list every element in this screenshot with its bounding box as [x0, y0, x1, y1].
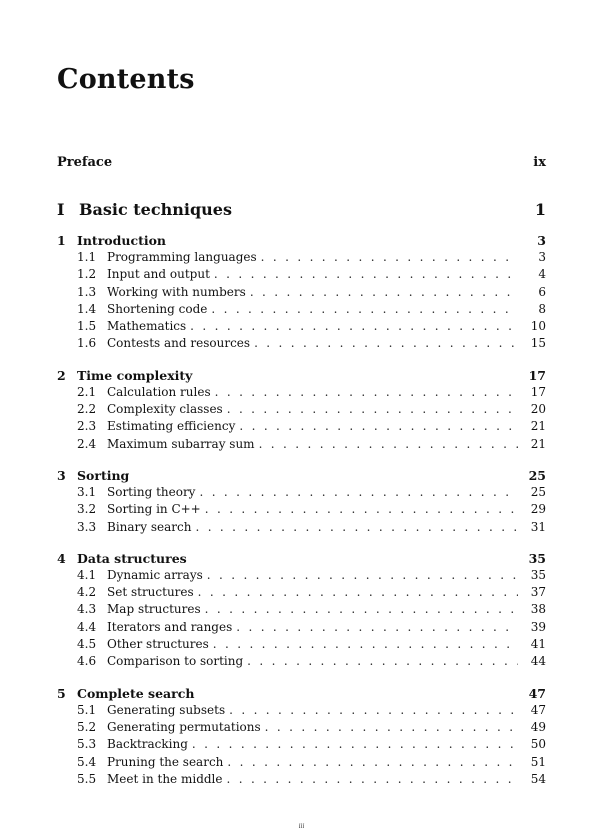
toc-section-entry[interactable] [57, 719, 546, 736]
dot-leader [190, 318, 518, 335]
section-page: 8 [538, 301, 546, 316]
dot-leader [198, 584, 518, 601]
toc-section-entry[interactable] [57, 736, 546, 753]
section-number: 1.5 [77, 319, 97, 334]
dot-leader [236, 619, 518, 636]
section-number: 3.1 [77, 484, 97, 499]
toc-section-entry[interactable] [57, 702, 546, 719]
section-number: 3.2 [77, 502, 97, 517]
section-label: Sorting in C++ [107, 502, 201, 517]
section-page: 51 [530, 754, 546, 769]
part-number: I [57, 200, 65, 219]
page-folio: iii [298, 823, 305, 830]
toc-section-entry[interactable] [57, 619, 546, 636]
section-label: Maximum subarray sum [107, 436, 255, 451]
page-title: Contents [57, 64, 195, 95]
toc-section-entry[interactable] [57, 284, 546, 301]
toc-chapter-entry[interactable] [57, 685, 546, 702]
chapter-number: 1 [57, 233, 66, 248]
chapter-number: 2 [57, 367, 66, 383]
dot-leader [192, 736, 518, 753]
section-number: 5.2 [77, 719, 97, 734]
section-number: 2.1 [77, 384, 97, 399]
toc-part-entry[interactable] [57, 200, 546, 220]
section-page: 38 [530, 602, 546, 617]
toc-section-entry[interactable] [57, 249, 546, 266]
chapter-page: 17 [528, 367, 546, 383]
chapter-label: Introduction [77, 233, 167, 248]
toc-section-entry[interactable] [57, 519, 546, 536]
section-page: 37 [530, 585, 546, 600]
section-page: 10 [530, 319, 546, 334]
toc-chapter-entry[interactable] [57, 232, 546, 249]
preface-page: ix [533, 155, 546, 170]
section-page: 3 [538, 250, 546, 264]
toc-chapter-entry[interactable] [57, 467, 546, 484]
dot-leader [199, 484, 518, 501]
section-label: Working with numbers [107, 284, 246, 299]
toc-section-entry[interactable] [57, 636, 546, 653]
section-number: 4.6 [77, 654, 97, 669]
section-number: 4.1 [77, 567, 97, 582]
section-number: 5.5 [77, 771, 97, 786]
dot-leader [214, 266, 518, 283]
section-page: 39 [530, 619, 546, 634]
section-label: Dynamic arrays [107, 567, 203, 582]
chapter-label: Sorting [77, 467, 130, 483]
dot-leader [227, 754, 518, 771]
section-page: 44 [530, 654, 546, 669]
dot-leader [265, 719, 518, 736]
section-number: 1.6 [77, 336, 97, 351]
toc-chapter [57, 550, 546, 671]
toc-section-entry[interactable] [57, 384, 546, 401]
section-page: 47 [530, 702, 546, 717]
section-label: Binary search [107, 519, 192, 534]
dot-leader [247, 653, 518, 670]
dot-leader [261, 249, 518, 266]
dot-leader [254, 335, 518, 352]
section-label: Programming languages [107, 250, 257, 264]
section-page: 4 [538, 267, 546, 282]
section-label: Iterators and ranges [107, 619, 233, 634]
section-label: Generating permutations [107, 719, 261, 734]
toc-section-entry[interactable] [57, 501, 546, 518]
section-number: 5.4 [77, 754, 97, 769]
section-page: 21 [530, 419, 546, 434]
section-number: 1.4 [77, 301, 97, 316]
dot-leader [205, 601, 518, 618]
toc-section-entry[interactable] [57, 436, 546, 453]
dot-leader [250, 284, 518, 301]
section-page: 6 [538, 284, 546, 299]
section-number: 1.3 [77, 284, 97, 299]
section-label: Comparison to sorting [107, 654, 244, 669]
section-label: Meet in the middle [107, 771, 223, 786]
section-number: 2.2 [77, 402, 97, 417]
section-number: 2.3 [77, 419, 97, 434]
toc-section-entry[interactable] [57, 653, 546, 670]
toc-chapter-list [57, 232, 546, 802]
dot-leader [205, 501, 518, 518]
chapter-page: 47 [528, 685, 546, 701]
section-number: 5.1 [77, 702, 97, 717]
section-page: 15 [530, 336, 546, 351]
chapter-page: 35 [528, 550, 546, 566]
section-label: Other structures [107, 637, 209, 652]
dot-leader [195, 519, 518, 536]
dot-leader [211, 301, 518, 318]
toc-section-entry[interactable] [57, 484, 546, 501]
preface-label: Preface [57, 155, 113, 170]
toc-chapter-entry[interactable] [57, 550, 546, 567]
toc-section-entry[interactable] [57, 301, 546, 318]
toc-chapter [57, 467, 546, 536]
section-number: 4.3 [77, 602, 97, 617]
section-number: 3.3 [77, 519, 97, 534]
part-label: Basic techniques [79, 200, 232, 219]
chapter-number: 5 [57, 685, 66, 701]
chapter-label: Data structures [77, 550, 187, 566]
toc-section-entry[interactable] [57, 771, 546, 788]
section-label: Shortening code [107, 301, 208, 316]
section-page: 54 [530, 771, 546, 786]
toc-preface-entry[interactable] [57, 155, 546, 171]
toc-section-entry[interactable] [57, 601, 546, 618]
section-label: Pruning the search [107, 754, 224, 769]
section-page: 17 [530, 384, 546, 399]
section-page: 29 [530, 502, 546, 517]
dot-leader [207, 567, 518, 584]
section-label: Input and output [107, 267, 210, 282]
part-page: 1 [534, 200, 546, 219]
toc-section-entry[interactable] [57, 418, 546, 435]
section-label: Map structures [107, 602, 201, 617]
toc-section-entry[interactable] [57, 567, 546, 584]
toc-page [57, 0, 546, 831]
dot-leader [227, 771, 519, 788]
chapter-label: Complete search [77, 685, 195, 701]
section-page: 21 [530, 436, 546, 451]
chapter-number: 4 [57, 550, 66, 566]
dot-leader [229, 702, 518, 719]
chapter-page: 3 [537, 233, 546, 248]
section-page: 35 [530, 567, 546, 582]
section-number: 5.3 [77, 737, 97, 752]
dot-leader [215, 384, 518, 401]
section-label: Set structures [107, 585, 194, 600]
section-number: 4.2 [77, 585, 97, 600]
section-page: 31 [530, 519, 546, 534]
toc-section-entry[interactable] [57, 754, 546, 771]
dot-leader [239, 418, 518, 435]
section-label: Complexity classes [107, 402, 223, 417]
section-label: Sorting theory [107, 484, 196, 499]
toc-section-entry[interactable] [57, 335, 546, 352]
section-page: 50 [530, 737, 546, 752]
dot-leader [259, 436, 518, 453]
section-number: 1.2 [77, 267, 97, 282]
section-page: 41 [530, 637, 546, 652]
section-number: 4.5 [77, 637, 97, 652]
chapter-label: Time complexity [77, 367, 193, 383]
section-label: Contests and resources [107, 336, 251, 351]
section-label: Estimating efficiency [107, 419, 236, 434]
section-page: 49 [530, 719, 546, 734]
section-number: 4.4 [77, 619, 97, 634]
toc-chapter [57, 367, 546, 453]
toc-chapter-entry[interactable] [57, 367, 546, 384]
chapter-page: 25 [528, 467, 546, 483]
dot-leader [227, 401, 518, 418]
section-label: Backtracking [107, 737, 188, 752]
section-number: 2.4 [77, 436, 97, 451]
toc-section-entry[interactable] [57, 266, 546, 283]
section-page: 25 [530, 484, 546, 499]
section-label: Generating subsets [107, 702, 226, 717]
section-label: Calculation rules [107, 384, 211, 399]
section-page: 20 [530, 402, 546, 417]
section-label: Mathematics [107, 319, 187, 334]
toc-chapter [57, 685, 546, 788]
chapter-number: 3 [57, 467, 66, 483]
toc-section-entry[interactable] [57, 318, 546, 335]
toc-chapter [57, 232, 546, 353]
toc-section-entry[interactable] [57, 584, 546, 601]
toc-section-entry[interactable] [57, 401, 546, 418]
section-number: 1.1 [77, 250, 97, 264]
dot-leader [213, 636, 518, 653]
